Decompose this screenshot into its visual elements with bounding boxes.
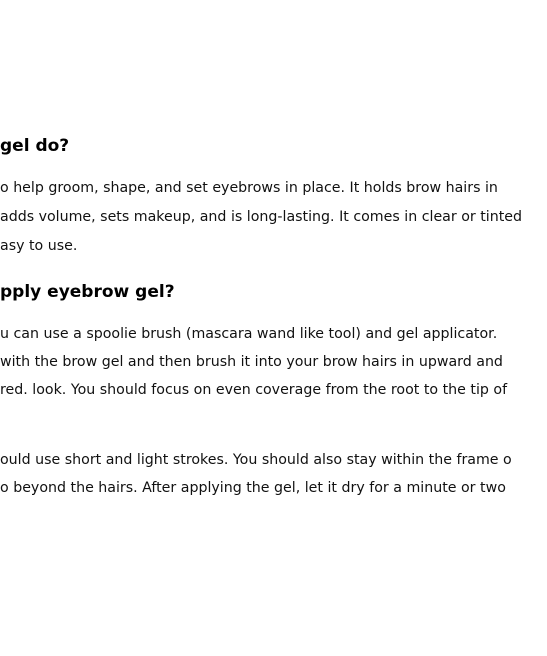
paragraph-line: o beyond the hairs. After applying the gel, let it dry for a minute or two	[0, 480, 506, 496]
section-heading-what-does-gel-do: gel do?	[0, 136, 70, 156]
paragraph-line: with the brow gel and then brush it into your brow hairs in upward and	[0, 354, 503, 370]
paragraph-line: o help groom, shape, and set eyebrows in place. It holds brow hairs in	[0, 180, 498, 196]
section-heading-how-to-apply-eyebrow-gel: pply eyebrow gel?	[0, 282, 175, 302]
paragraph-line: u can use a spoolie brush (mascara wand like tool) and gel applicator.	[0, 326, 498, 342]
paragraph-line: red. look. You should focus on even coverage from the root to the tip of	[0, 382, 508, 398]
paragraph-line: asy to use.	[0, 238, 78, 254]
paragraph-line: adds volume, sets makeup, and is long-lasting. It comes in clear or tinted	[0, 209, 523, 225]
paragraph-line: ould use short and light strokes. You should also stay within the frame o	[0, 452, 512, 468]
